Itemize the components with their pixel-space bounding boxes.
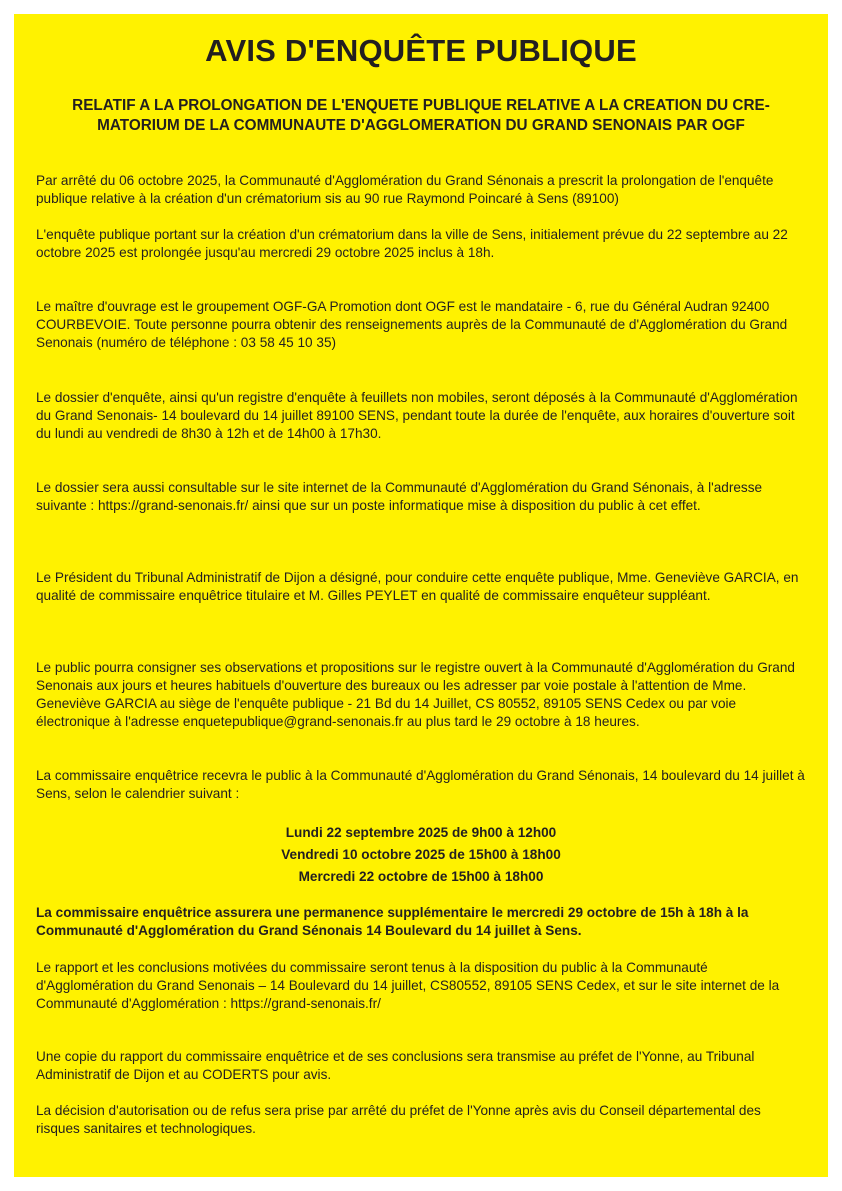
paragraph-dossier-internet: Le dossier sera aussi consultable sur le site internet de la Communauté d'Agglomération du Grand Sénonais, à l'adresse suivante : https://grand-senonais.fr/ ainsi que sur un poste informatique mise à disposition du public à cet effet.: [36, 480, 763, 513]
paragraph-copie: Une copie du rapport du commissaire enquêtrice et de ses conclusions sera transmise au préfet de l'Yonne, au Tribunal Administratif de Dijon et au CODERTS pour avis.: [36, 1049, 755, 1082]
paragraph-dossier-depot: Le dossier d'enquête, ainsi qu'un registre d'enquête à feuillets non mobiles, seront déposés à la Communauté d'Agglomération du Grand Senonais- 14 boulevard du 14 juillet 89100 SENS, pendant toute la durée de l'enquête, aux horaires d'ouverture soit du lundi au vendredi de 8h30 à 12h et de 14h00 à 17h30.: [36, 390, 798, 441]
schedule-list: [36, 822, 806, 888]
subtitle-line-2: MATORIUM DE LA COMMUNAUTE D'AGGLOMERATION DU GRAND SENONAIS PAR OGF: [97, 117, 745, 134]
paragraph-rapport: Le rapport et les conclusions motivées du commissaire seront tenus à la disposition du public à la Communauté d'Agglomération du Grand Senonais – 14 Boulevard du 14 juillet, CS80552, 89105 SENS Cedex, et sur le site internet de la Communauté d'Agglomération : https://grand-senonais.fr/: [36, 960, 780, 1011]
schedule-item: Mercredi 22 octobre de 15h00 à 18h00: [298, 869, 544, 884]
paragraph-observations: Le public pourra consigner ses observations et propositions sur le registre ouvert à la Communauté d'Agglomération du Grand Senonais aux jours et heures habituels d'ouverture des bureaux ou les adresser par voie postale à l'attention de Mme. Geneviève GARCIA au siège de l'enquête publique - 21 Bd du 14 Juillet, CS 80552, 89105 SENS Cedex ou par voie électronique à l'adresse enquetepublique@grand-senonais.fr au plus tard le 29 octobre à 18 heures.: [36, 660, 795, 729]
paragraph-calendrier: La commissaire enquêtrice recevra le public à la Communauté d'Agglomération du Grand Sénonais, 14 boulevard du 14 juillet à Sens, selon le calendrier suivant :: [36, 768, 805, 801]
paragraph-permanence-supplementaire: La commissaire enquêtrice assurera une permanence supplémentaire le mercredi 29 octobre de 15h à 18h à la Communauté d'Agglomération du Grand Sénonais 14 Boulevard du 14 juillet à Sens.: [36, 905, 749, 938]
paragraph-arrete: Par arrêté du 06 octobre 2025, la Communauté d'Agglomération du Grand Sénonais a prescrit la prolongation de l'enquête publique relative à la création d'un crématorium sis au 90 rue Raymond Poincaré à Sens (89100): [36, 173, 774, 206]
notice-subtitle: [44, 96, 798, 136]
subtitle-line-1: RELATIF A LA PROLONGATION DE L'ENQUETE PUBLIQUE RELATIVE A LA CREATION DU CRE-: [72, 97, 770, 114]
paragraph-commissaire: Le Président du Tribunal Administratif de Dijon a désigné, pour conduire cette enquête publique, Mme. Geneviève GARCIA, en qualité de commissaire enquêtrice titulaire et M. Gilles PEYLET en qualité de commissaire enquêteur suppléant.: [36, 570, 799, 603]
paragraph-prolongation: L'enquête publique portant sur la création d'un crématorium dans la ville de Sens, initialement prévue du 22 septembre au 22 octobre 2025 est prolongée jusqu'au mercredi 29 octobre 2025 inclus à 18h.: [36, 227, 788, 260]
paragraph-decision: La décision d'autorisation ou de refus sera prise par arrêté du préfet de l'Yonne après avis du Conseil départemental des risques sanitaires et technologiques.: [36, 1103, 761, 1136]
paragraph-maitre-ouvrage: Le maître d'ouvrage est le groupement OGF-GA Promotion dont OGF est le mandataire - 6, rue du Général Audran 92400 COURBEVOIE. Toute personne pourra obtenir des renseignements auprès de la Communauté de d'Agglomération du Grand Senonais (numéro de téléphone : 03 58 45 10 35): [36, 299, 788, 350]
notice-title: AVIS D'ENQUÊTE PUBLIQUE: [205, 33, 637, 68]
notice-sheet: [14, 14, 828, 1177]
schedule-item: Vendredi 10 octobre 2025 de 15h00 à 18h00: [281, 847, 561, 862]
schedule-item: Lundi 22 septembre 2025 de 9h00 à 12h00: [285, 825, 557, 840]
